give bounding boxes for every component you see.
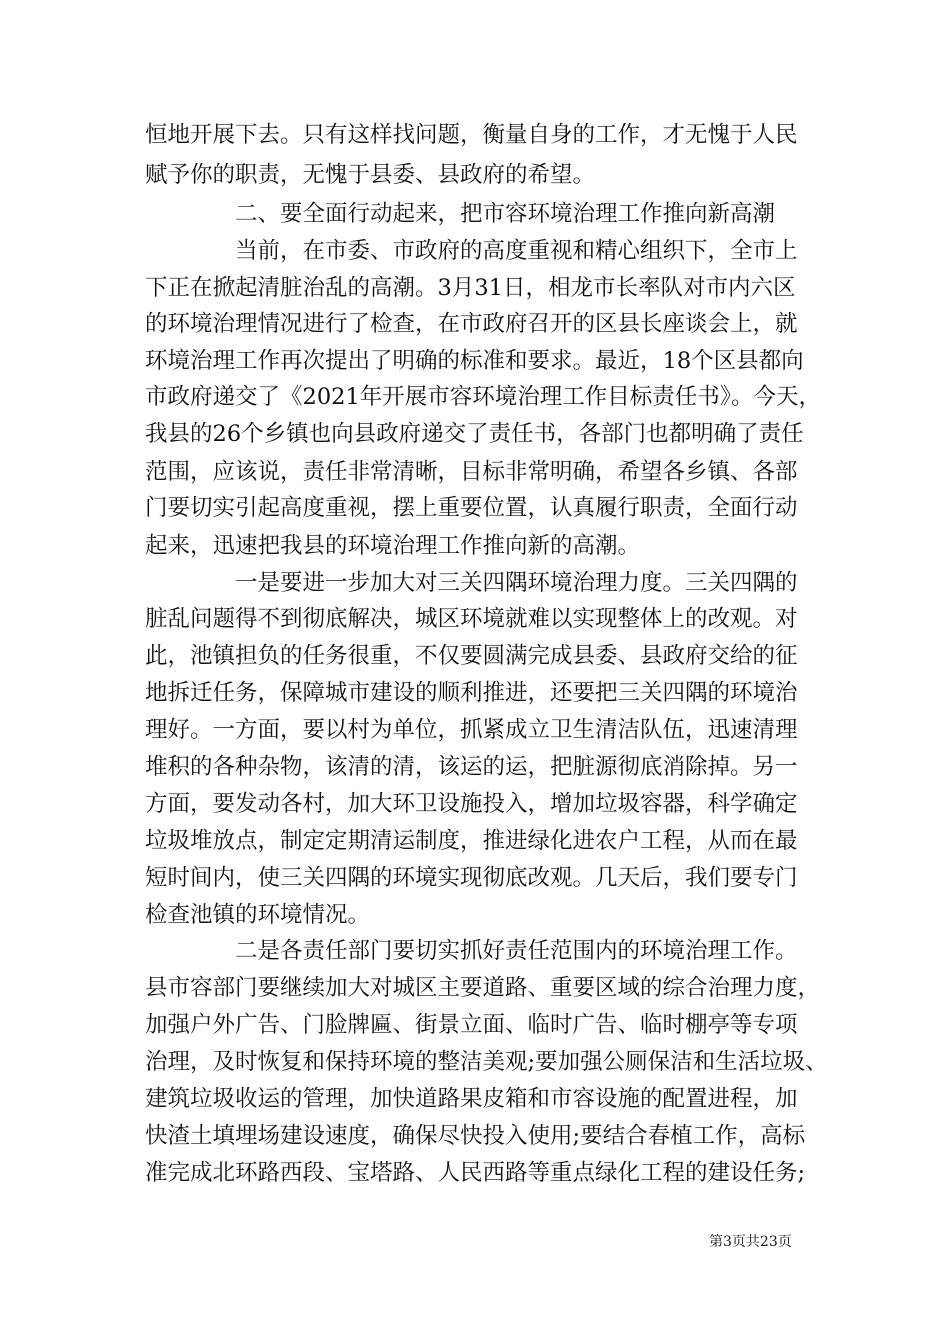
text-line: 起来，迅速把我县的环境治理工作推向新的高潮。 <box>145 533 641 559</box>
text-line: 当前，在市委、市政府的高度重视和精心组织下，全市上 <box>145 238 798 264</box>
text-line: 下正在掀起清脏治乱的高潮。3月31日，相龙市长率队对市内六区 <box>145 275 796 301</box>
text-line: 准完成北环路西段、宝塔路、人民西路等重点绿化工程的建设任务; <box>145 1160 806 1186</box>
text-line: 加强户外广告、门脸牌匾、街景立面、临时广告、临时棚亭等专项 <box>145 1012 798 1038</box>
text-line: 二是各责任部门要切实抓好责任范围内的环境治理工作。 <box>145 938 798 964</box>
text-line: 脏乱问题得不到彻底解决，城区环境就难以实现整体上的改观。对 <box>145 606 798 632</box>
text-line: 县市容部门要继续加大对城区主要道路、重要区域的综合治理力度， <box>145 975 821 1001</box>
text-line: 方面，要发动各村，加大环卫设施投入，增加垃圾容器，科学确定 <box>145 791 798 817</box>
text-line: 理好。一方面，要以村为单位，抓紧成立卫生清洁队伍，迅速清理 <box>145 717 798 743</box>
text-line: 治理，及时恢复和保持环境的整洁美观;要加强公厕保洁和生活垃圾、 <box>145 1049 828 1075</box>
text-line: 短时间内，使三关四隅的环境实现彻底改观。几天后，我们要专门 <box>145 865 798 891</box>
text-line: 地拆迁任务，保障城市建设的顺利推进，还要把三关四隅的环境治 <box>145 680 798 706</box>
text-line: 堆积的各种杂物，该清的清，该运的运，把脏源彻底消除掉。另一 <box>145 754 798 780</box>
text-line: 我县的26个乡镇也向县政府递交了责任书，各部门也都明确了责任 <box>145 421 804 447</box>
text-line: 的环境治理情况进行了检查，在市政府召开的区县长座谈会上，就 <box>145 311 798 337</box>
text-line: 赋予你的职责，无愧于县委、县政府的希望。 <box>145 162 596 188</box>
text-line: 门要切实引起高度重视，摆上重要位置，认真履行职责，全面行动 <box>145 495 798 521</box>
text-line: 一是要进一步加大对三关四隅环境治理力度。三关四隅的 <box>145 570 798 596</box>
section-heading: 二、要全面行动起来，把市容环境治理工作推向新高潮 <box>145 201 776 227</box>
text-line: 环境治理工作再次提出了明确的标准和要求。最近，18个区县都向 <box>145 348 804 374</box>
text-line: 快渣土填埋场建设速度，确保尽快投入使用;要结合春植工作，高标 <box>145 1123 806 1149</box>
text-line: 建筑垃圾收运的管理，加快道路果皮箱和市容设施的配置进程，加 <box>145 1086 798 1112</box>
page-number: 第3页共23页 <box>709 1234 792 1250</box>
text-line: 检查池镇的环境情况。 <box>145 902 371 928</box>
text-line: 此，池镇担负的任务很重，不仅要圆满完成县委、县政府交给的征 <box>145 643 798 669</box>
text-line: 范围，应该说，责任非常清晰，目标非常明确，希望各乡镇、各部 <box>145 459 798 485</box>
text-line: 垃圾堆放点，制定定期清运制度，推进绿化进农户工程，从而在最 <box>145 828 798 854</box>
text-line: 市政府递交了《2021年开展市容环境治理工作目标责任书》。今天， <box>145 384 822 410</box>
text-line: 恒地开展下去。只有这样找问题，衡量自身的工作，才无愧于人民 <box>145 122 798 148</box>
